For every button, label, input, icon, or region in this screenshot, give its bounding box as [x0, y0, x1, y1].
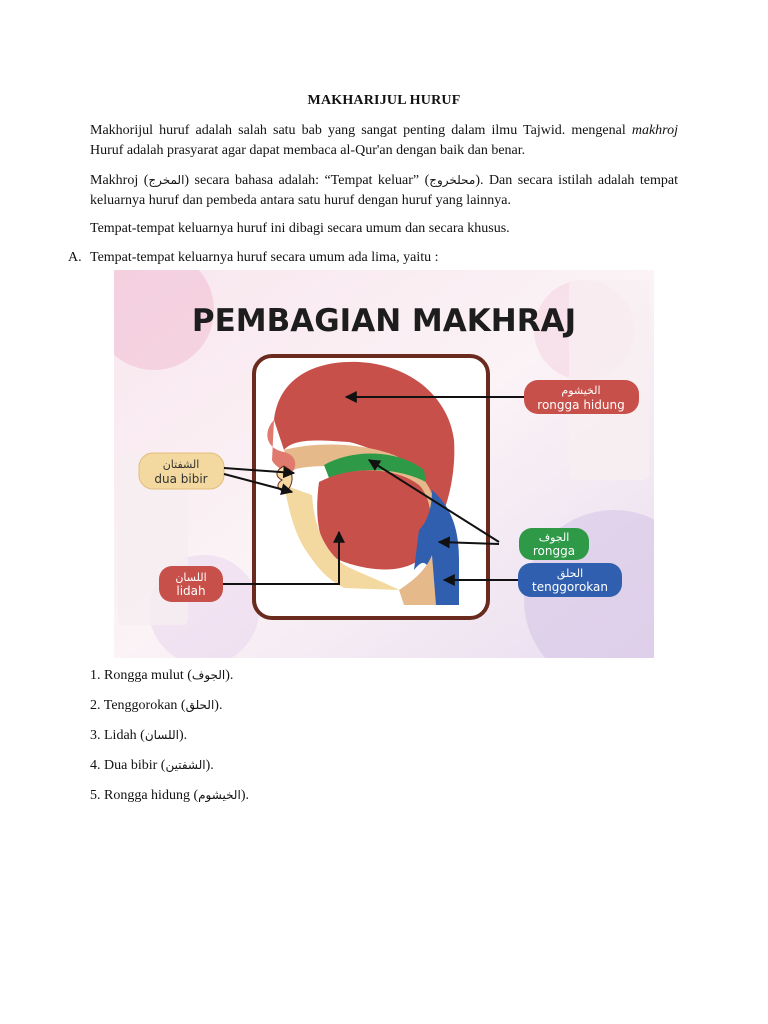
label-rongga-hidung-arabic: الخيشوم	[561, 384, 601, 397]
list-item-1-text: Rongga mulut (	[104, 668, 192, 683]
list-item-5-arabic: الخيشوم	[198, 788, 241, 802]
list-item-2-text: Tenggorokan (	[103, 698, 186, 713]
list-item-4-end: ).	[205, 758, 214, 773]
list-item-2-arabic: الحلق	[185, 698, 215, 712]
list-item-3-arabic: اللسان	[144, 728, 179, 742]
list-item-1-end: ).	[225, 668, 234, 683]
paragraph-definition-text-c: ). Dan secara istilah adalah tempat keluarnya huruf dan pembeda antara satu huruf dengan huruf yang lainnya.	[90, 173, 678, 208]
list-item-5	[90, 788, 249, 804]
list-item-5-number: 5.	[90, 788, 101, 803]
list-item-2-number: 2.	[90, 698, 101, 713]
list-item-4	[90, 758, 214, 774]
list-item-1-number: 1.	[90, 668, 101, 683]
paragraph-intro-emphasis: makhroj	[631, 123, 678, 138]
label-rongga-arabic: الجوف	[538, 531, 570, 544]
page-title: MAKHARIJUL HURUF	[307, 93, 461, 108]
list-item-4-arabic: الشفتين	[165, 758, 206, 772]
label-tenggorokan-arabic: الحلق	[556, 567, 584, 580]
list-item-2	[90, 698, 222, 714]
list-item-1-arabic: الجوف	[191, 668, 226, 682]
list-item-5-text: Rongga hidung (	[104, 788, 199, 803]
list-item-4-text: Dua bibir (	[104, 758, 166, 773]
tongue-shape	[317, 470, 431, 569]
label-dua-bibir-text: dua bibir	[154, 472, 208, 486]
section-a-heading	[68, 250, 439, 266]
paragraph-intro-text-a: Makhorijul huruf adalah salah satu bab yang sangat penting dalam ilmu Tajwid. mengenal	[90, 123, 632, 138]
makhraj-diagram	[114, 270, 654, 658]
list-item-3-number: 3.	[90, 728, 101, 743]
paragraph-definition-text-a: Makhroj (	[90, 173, 149, 188]
list-item-2-end: ).	[214, 698, 223, 713]
paragraph-definition-text-b: ) secara bahasa adalah: “Tempat keluar” (	[184, 173, 430, 188]
paragraph-intro-text-b: Huruf adalah prasyarat agar dapat membaca al-Qur'an dengan baik dan benar.	[90, 143, 526, 158]
label-rongga-hidung-text: rongga hidung	[537, 398, 625, 412]
label-lidah-arabic: اللسان	[175, 571, 207, 584]
list-item-1	[90, 668, 233, 684]
paragraph-definition	[90, 170, 678, 211]
label-tenggorokan-text: tenggorokan	[532, 580, 608, 594]
arabic-makhroj: المخرج	[148, 173, 185, 187]
list-item-4-number: 4.	[90, 758, 101, 773]
list-item-5-end: ).	[240, 788, 249, 803]
label-lidah-text: lidah	[176, 584, 206, 598]
list-item-3-text: Lidah (	[104, 728, 145, 743]
diagram-heading: PEMBAGIAN MAKHRAJ	[191, 303, 577, 339]
arabic-mahal-khuruj: محلخروج	[429, 173, 476, 187]
section-a-label: A.	[68, 250, 82, 265]
list-item-3-end: ).	[178, 728, 188, 743]
paragraph-division: Tempat-tempat keluarnya huruf ini dibagi secara umum dan secara khusus.	[90, 221, 510, 236]
paragraph-intro	[90, 121, 678, 161]
label-rongga-text: rongga	[532, 544, 576, 558]
section-a-text: Tempat-tempat keluarnya huruf secara umum ada lima, yaitu :	[90, 250, 439, 265]
label-dua-bibir-arabic: الشفتان	[162, 458, 200, 471]
list-item-3	[90, 728, 187, 744]
